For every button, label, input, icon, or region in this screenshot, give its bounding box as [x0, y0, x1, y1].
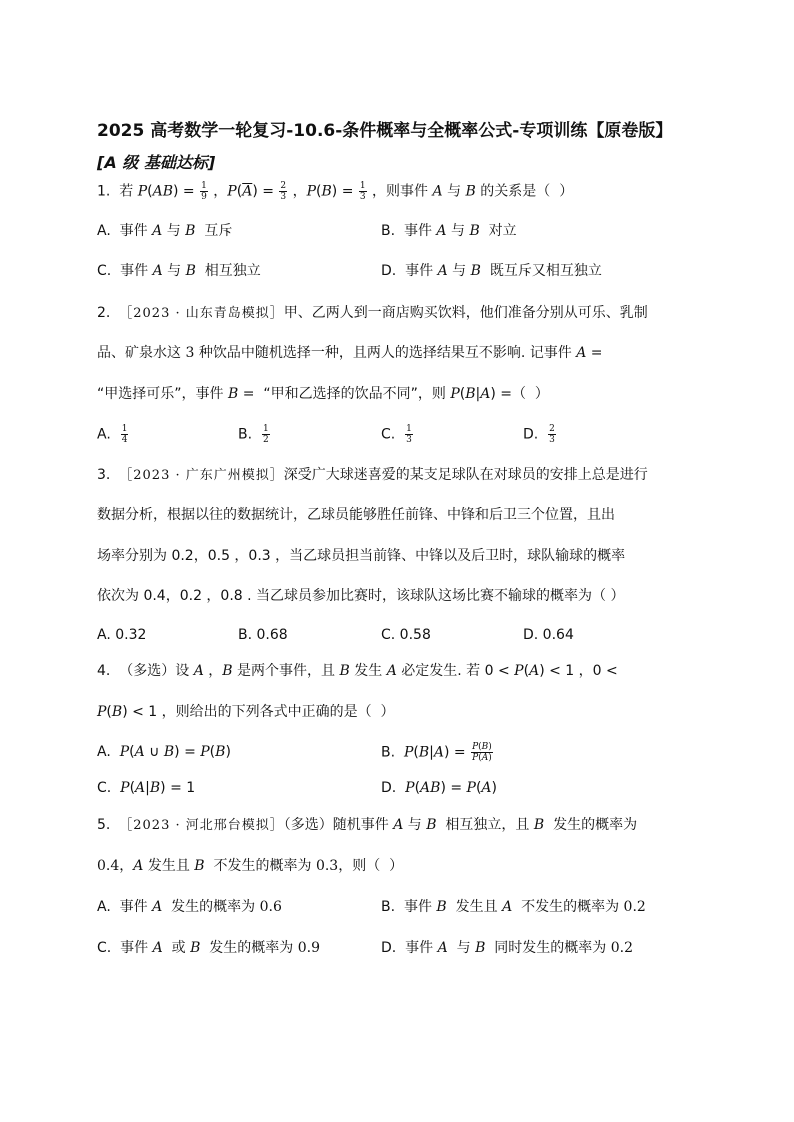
question-2-line-3: “甲选择可乐”，事件 B = “甲和乙选择的饮品不同”，则 P(B|A) =（ ） [97, 386, 549, 402]
question-5-line-1: 5. ［2023 · 河北邢台模拟］（多选）随机事件 A 与 B 相互独立，且 B 发生的概率为 [97, 817, 638, 833]
question-4-option-d: D. P(AB) = P(A) [381, 780, 498, 796]
question-3-option-c: C. 0.58 [381, 627, 431, 643]
question-3-line-4: 依次为 0.4，0.2 ，0.8 . 当乙球员参加比赛时，该球队这场比赛不输球的概率为（ ） [97, 588, 625, 604]
question-4-line-2: P(B) < 1 ，则给出的下列各式中正确的是（ ） [97, 704, 395, 720]
question-3-source: ［2023 · 广东广州模拟］ [119, 468, 284, 483]
question-5-line-2: 0.4，A 发生且 B 不发生的概率为 0.3，则（ ） [97, 858, 404, 874]
question-3-line-1: 3. ［2023 · 广东广州模拟］深受广大球迷喜爱的某支足球队在对球员的安排上总是进行 [97, 467, 648, 483]
question-5-source: ［2023 · 河北邢台模拟］ [119, 818, 284, 833]
question-4-option-a: A. P(A ∪ B) = P(B) [97, 744, 231, 760]
question-2-option-a: A. $\frac{1}{4}$ [97, 424, 128, 445]
question-2-option-c: C. $\frac{1}{3}$ [381, 424, 412, 445]
question-2-line-2: 品、矿泉水这 3 种饮品中随机选择一种，且两人的选择结果互不影响. 记事件 A = [97, 345, 603, 361]
question-1-option-c: C. 事件 A 与 B 相互独立 [97, 263, 261, 279]
question-4-option-b: B. P(B|A) = $\frac{P(B)}{P(A)}$ [381, 742, 492, 763]
question-3-option-a: A. 0.32 [97, 627, 147, 643]
question-3-option-d: D. 0.64 [523, 627, 574, 643]
section-heading: [A 级 基础达标] [97, 153, 216, 172]
question-1-option-d: D. 事件 A 与 B 既互斥又相互独立 [381, 263, 602, 279]
question-4-line-1: 4. （多选）设 A ，B 是两个事件，且 B 发生 A 必定发生. 若 0 < P(A) < 1 ，0 < [97, 663, 618, 679]
question-2-option-d: D. $\frac{2}{3}$ [523, 424, 555, 445]
question-5-option-c: C. 事件 A 或 B 发生的概率为 0.9 [97, 940, 320, 956]
question-2-line-1: 2. ［2023 · 山东青岛模拟］甲、乙两人到一商店购买饮料，他们准备分别从可乐、乳制 [97, 305, 648, 321]
question-1-stem: 1. 若 P(AB) = $\frac{1}{9}$ ，$P(\overline{A})$ = $\frac{2}{3}$ ，P(B) = $\frac{1}{3}$ ，则事件 A 与 B 的关系是（ ） [97, 181, 574, 202]
question-2-source: ［2023 · 山东青岛模拟］ [119, 306, 284, 321]
question-2-option-b: B. $\frac{1}{2}$ [238, 424, 269, 445]
question-3-line-3: 场率分别为 0.2，0.5 ，0.3 ，当乙球员担当前锋、中锋以及后卫时，球队输球的概率 [97, 548, 626, 564]
page-title: 2025 高考数学一轮复习-10.6-条件概率与全概率公式-专项训练【原卷版】 [97, 121, 673, 141]
question-3-option-b: B. 0.68 [238, 627, 288, 643]
question-3-line-2: 数据分析，根据以往的数据统计，乙球员能够胜任前锋、中锋和后卫三个位置，且出 [97, 507, 615, 523]
question-1-option-a: A. 事件 A 与 B 互斥 [97, 223, 233, 239]
question-5-option-a: A. 事件 A 发生的概率为 0.6 [97, 899, 282, 915]
question-4-option-c: C. P(A|B) = 1 [97, 780, 196, 796]
question-1-option-b: B. 事件 A 与 B 对立 [381, 223, 517, 239]
question-5-option-b: B. 事件 B 发生且 A 不发生的概率为 0.2 [381, 899, 646, 915]
question-5-option-d: D. 事件 A 与 B 同时发生的概率为 0.2 [381, 940, 633, 956]
